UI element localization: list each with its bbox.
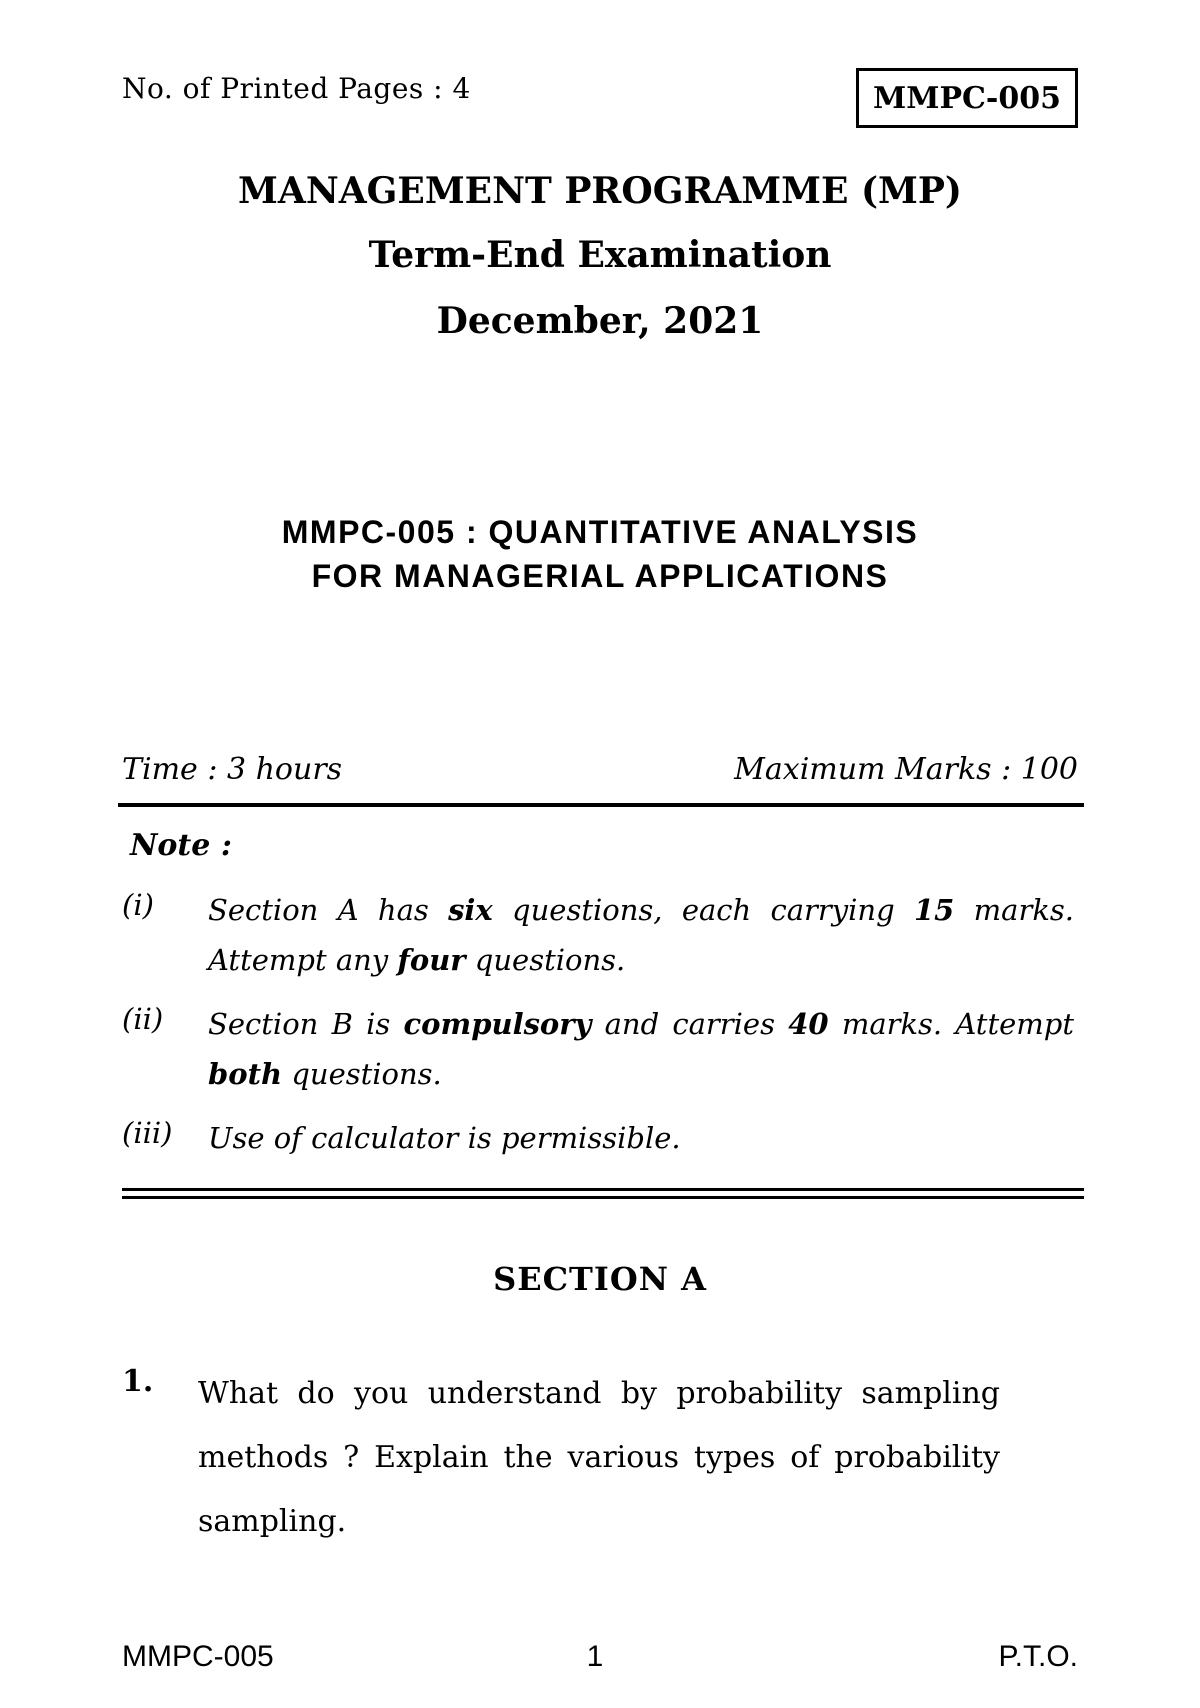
- question-number: 1.: [122, 1364, 154, 1399]
- double-rule-bottom: [122, 1196, 1084, 1199]
- exam-title: Term-End Examination: [368, 234, 832, 276]
- horizontal-rule: [118, 803, 1084, 807]
- question-text: What do you understand by probability sampling methods ? Explain the various types of probability sampling.: [198, 1376, 1000, 1539]
- note-item-number: (ii): [122, 1002, 164, 1036]
- printed-pages-count: No. of Printed Pages : 4: [122, 72, 471, 105]
- footer-paper-code: MMPC-005: [122, 1640, 274, 1673]
- note-heading: Note :: [130, 828, 232, 863]
- footer-page-number: 1: [586, 1640, 604, 1673]
- paper-code-box: MMPC-005: [856, 68, 1078, 128]
- course-title-line-2: FOR MANAGERIAL APPLICATIONS: [311, 558, 889, 594]
- maximum-marks: Maximum Marks : 100: [734, 752, 1078, 787]
- note-item-text: Section A has six questions, each carrying 15 marks. Attempt any four questions.: [208, 893, 1074, 977]
- note-item-text: Section B is compulsory and carries 40 marks. Attempt both questions.: [208, 1007, 1074, 1091]
- note-item-number: (i): [122, 888, 154, 922]
- course-title-line-1: MMPC-005 : QUANTITATIVE ANALYSIS: [281, 514, 919, 550]
- footer-pto: P.T.O.: [998, 1640, 1078, 1673]
- double-rule-top: [122, 1188, 1084, 1191]
- programme-title: MANAGEMENT PROGRAMME (MP): [238, 170, 962, 212]
- exam-date: December, 2021: [436, 300, 764, 342]
- note-item-number: (iii): [122, 1116, 173, 1150]
- time-allowed: Time : 3 hours: [122, 752, 343, 787]
- section-heading: SECTION A: [493, 1260, 707, 1298]
- note-item-text: Use of calculator is permissible.: [208, 1121, 681, 1155]
